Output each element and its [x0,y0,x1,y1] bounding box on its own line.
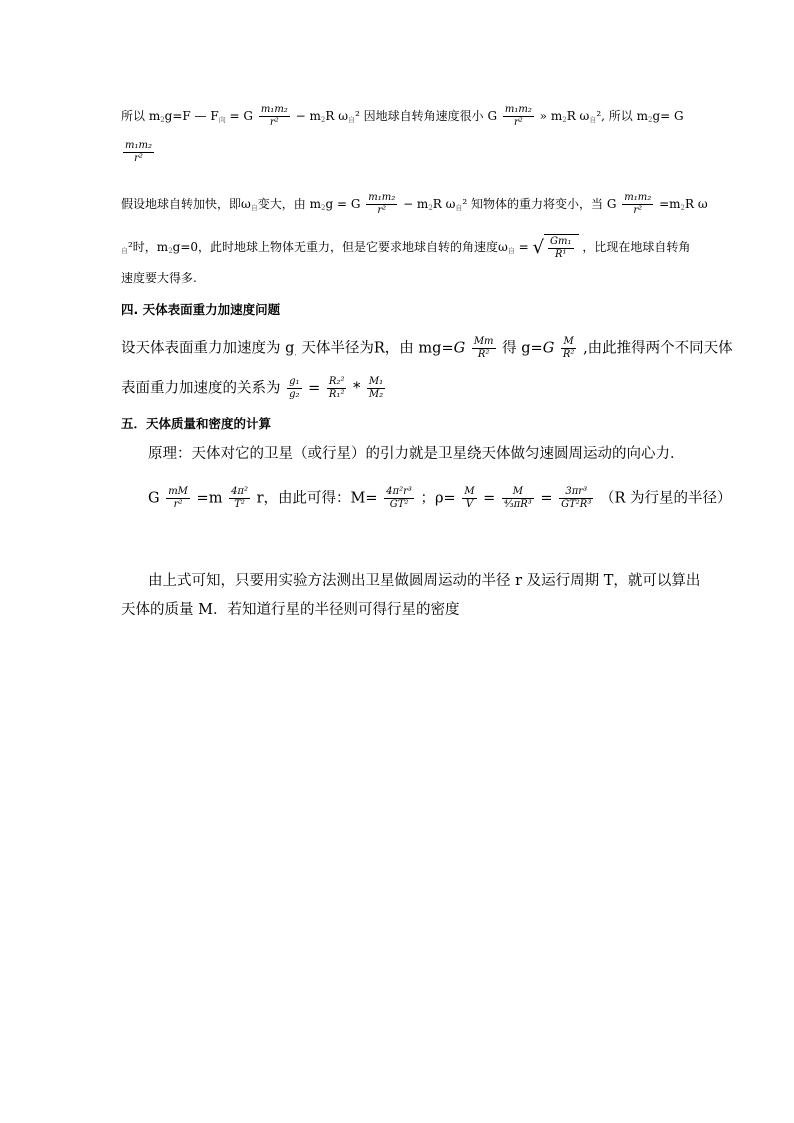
formula-line-1b [121,140,156,165]
formula-line-1 [121,104,684,129]
subscript: 2 [160,116,165,124]
text: 假设地球自转加快，即ω [121,197,251,211]
text: g = G [325,197,361,211]
conclusion-line-1 [148,573,700,589]
text: g= G [652,109,684,123]
fraction: $\frac{\text{g₁}}{\text{g₂}}$ [289,376,300,400]
sqrt-body [544,234,578,261]
text: ；ρ= [420,490,456,507]
fraction: $\frac{M}{\text{R²}}$ [562,336,575,360]
text: ²时，m [128,240,169,254]
text: 由上式可知，只要用实验方法测出卫星做圆周运动的半径 r 及运行周期 T，就可以算出 [148,573,701,589]
text: ，比现在地球自转角 [582,240,691,254]
text: R ω [325,109,348,123]
text: g=F — F [164,109,219,123]
fraction: $\frac{\text{m₁m₂}}{\text{r²}}$ [125,140,152,164]
subscript: 2 [562,116,567,124]
subscript: ， [294,348,302,357]
subscript: 2 [320,116,326,124]
text: =m [659,197,681,211]
subscript: 2 [647,116,653,124]
formula-line-5 [121,336,733,361]
subscript: 自 [507,247,515,255]
text: （R 为行星的半径） [599,490,732,507]
text: − m [295,109,321,123]
subscript: 自 [589,116,597,124]
text: 天体半径为R，由 mg= [301,340,454,357]
text: » m [539,109,563,123]
text: 速度要大得多. [121,271,197,285]
text: = [483,490,496,507]
fraction: $\frac{\text{R₂²}}{\text{R₁²}}$ [328,376,345,400]
subscript: 2 [680,204,685,212]
fraction: $\frac{\text{3πr³}}{\text{GT²R³}}$ [561,486,592,510]
text: 所以 m [121,109,161,123]
fraction: $\frac{\text{4π²}}{\text{T²}}$ [231,486,249,510]
text: =m [196,490,223,507]
fraction: $\frac{\text{4π²r³}}{\text{GT²}}$ [386,486,412,510]
text: − m [403,197,429,211]
fraction: $\frac{Mm}{\text{R²}}$ [473,336,494,360]
fraction: $\frac{M}{V}$ [464,486,475,510]
text: G [453,340,466,357]
fraction: $\frac{M}{\text{⁴⁄₃πR³}}$ [503,486,532,510]
text: = [308,380,321,397]
subscript: 自 [250,204,258,212]
fraction: $\frac{mM}{\text{r²}}$ [168,486,188,510]
text: r，由此可得：M= [256,490,378,507]
formula-line-2 [121,192,708,217]
principle-line [148,446,685,462]
text: g=0，此时地球上物体无重力，但是它要求地球自转的角速度ω [172,240,508,254]
text: 天体的质量 M．若知道行星的半径则可得行星的密度 [121,602,460,618]
text: ², 所以 m [596,109,648,123]
fraction: $\frac{\text{m₁m₂}}{\text{r²}}$ [368,192,396,216]
subscript: 自 [348,116,355,124]
text: R ω [432,197,456,211]
text: G [148,490,160,507]
text: 得 g= [502,340,543,357]
text: R ω [566,109,590,123]
text: = [540,490,553,507]
sqrt-symbol: √ [532,236,545,258]
text: * [353,380,361,397]
text: ² 因地球自转角速度很小 G [355,109,498,123]
subscript: 自 [121,247,128,255]
text: 原理：天体对它的卫星（或行星）的引力就是卫星绕天体做匀速圆周运动的向心力． [148,446,685,462]
heading-text: 四. 天体表面重力加速度问题 [121,302,281,317]
section-heading-4 [121,302,280,318]
subscript: 2 [168,247,173,255]
text: R ω [685,197,708,211]
fraction: $\frac{\text{m₁m₂}}{\text{r²}}$ [504,104,532,128]
subscript: 向 [218,116,226,124]
formula-line-8 [148,486,731,511]
text: = [518,240,529,254]
text: 表面重力加速度的关系为 [121,380,281,397]
text: 变大，由 m [257,197,321,211]
subscript: 自 [455,204,463,212]
subscript: 2 [428,204,433,212]
section-heading-5 [121,416,271,432]
subscript: 2 [321,204,326,212]
text: 设天体表面重力加速度为 g [121,340,295,357]
formula-line-3 [121,234,690,261]
fraction: $\frac{\text{M₁}}{\text{M₂}}$ [368,376,384,400]
conclusion-line-2 [121,602,459,618]
text: ² 知物体的重力将变小，当 G [462,197,617,211]
text: G [542,340,555,357]
text-line-4 [121,270,197,286]
fraction: $\frac{\text{Gm₁}}{\text{R¹}}$ [550,236,572,260]
fraction: $\frac{\text{m₁m₂}}{\text{r²}}$ [260,104,288,128]
fraction: $\frac{\text{m₁m₂}}{\text{r²}}$ [624,192,652,216]
text: = G [229,109,253,123]
heading-text: 五．天体质量和密度的计算 [121,416,272,431]
text: ,由此推得两个不同天体 [583,340,733,357]
formula-line-6 [121,376,387,401]
